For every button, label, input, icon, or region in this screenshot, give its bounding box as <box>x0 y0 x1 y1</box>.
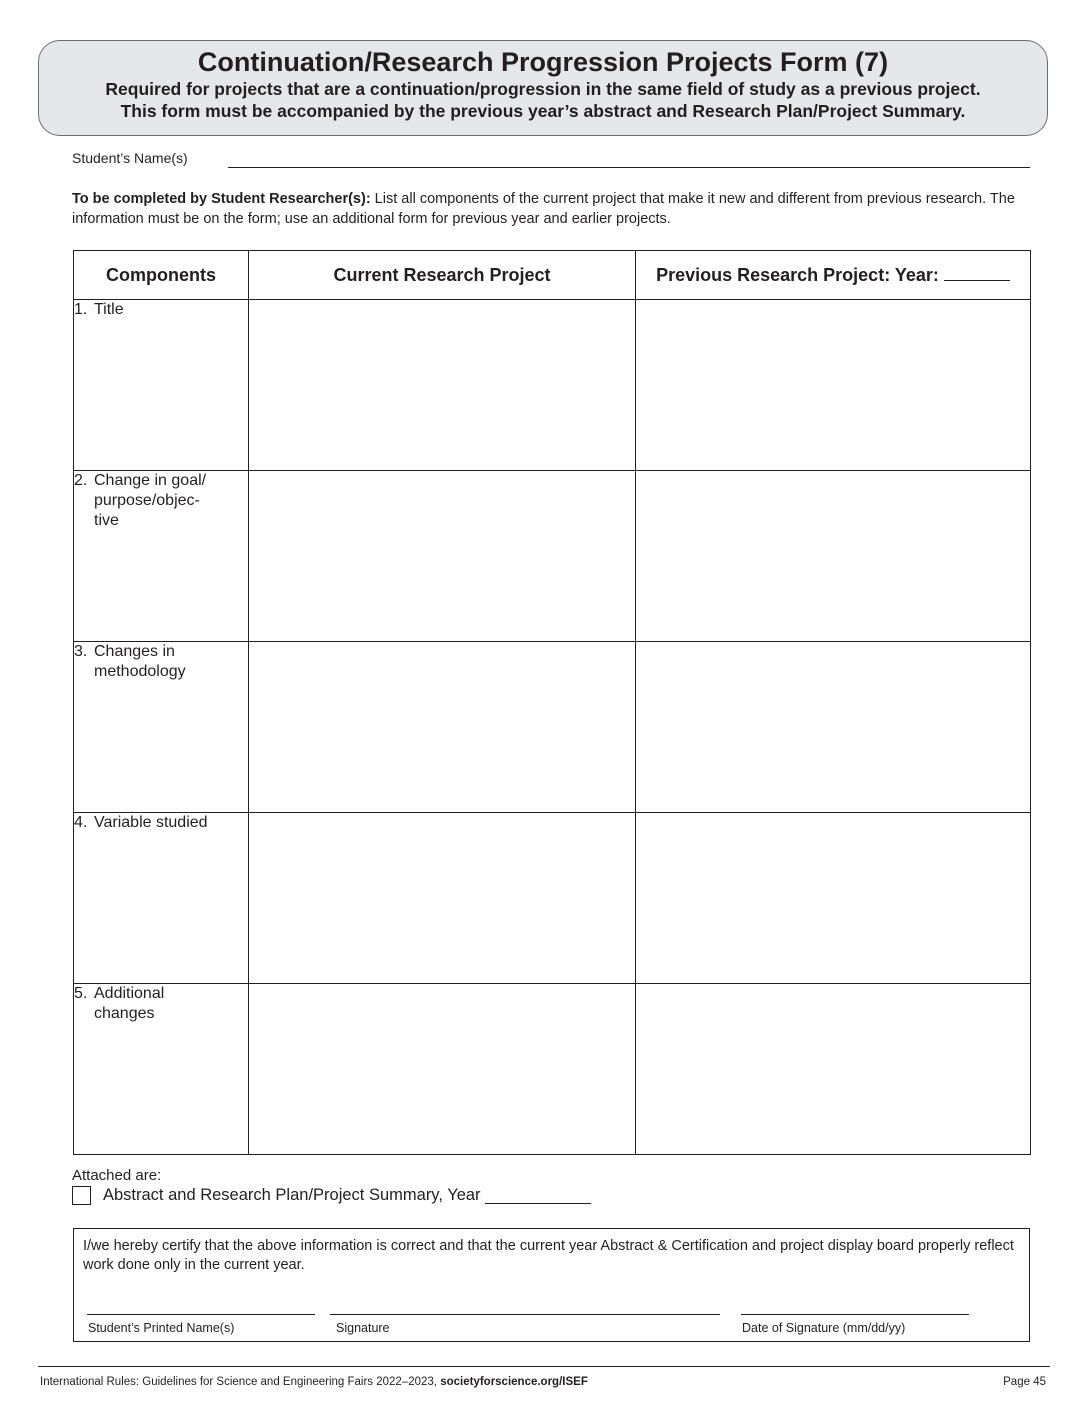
table-row <box>74 300 1031 471</box>
component-label: Variable studied <box>94 814 208 831</box>
instructions-bold: To be completed by Student Researcher(s): <box>72 191 371 207</box>
abstract-checkbox[interactable] <box>72 1186 91 1205</box>
signature-label: Signature <box>336 1321 390 1335</box>
form-subtitle-line2: This form must be accompanied by the previous year’s abstract and Research Plan/Project Summary. <box>120 101 966 121</box>
footer-link[interactable]: societyforscience.org/ISEF <box>440 1376 588 1388</box>
component-label: Additional changes <box>94 985 165 1022</box>
component-number: 3. <box>74 643 88 660</box>
component-label: Title <box>94 301 124 318</box>
abstract-checkbox-label: Abstract and Research Plan/Project Summary, Year <box>103 1186 481 1204</box>
footer-text: International Rules: Guidelines for Science and Engineering Fairs 2022–2023, <box>40 1376 441 1388</box>
previous-project-cell[interactable] <box>636 813 1031 984</box>
attached-label: Attached are: <box>72 1167 162 1184</box>
previous-project-cell[interactable] <box>636 471 1031 642</box>
header-current: Current Research Project <box>249 251 636 300</box>
component-cell <box>74 642 249 813</box>
component-number: 5. <box>74 985 88 1002</box>
current-project-cell[interactable] <box>249 642 636 813</box>
component-number: 1. <box>74 301 88 318</box>
signature-field[interactable] <box>330 1314 720 1315</box>
page-number: Page 45 <box>1003 1376 1046 1388</box>
form-subtitle-line1: Required for projects that are a continuation/progression in the same field of study as a previous project. <box>105 79 981 99</box>
component-cell <box>74 813 249 984</box>
component-label: Change in goal/ purpose/objec- tive <box>94 472 207 529</box>
current-project-cell[interactable] <box>249 984 636 1155</box>
footer-citation <box>40 1376 588 1388</box>
table-row <box>74 642 1031 813</box>
previous-project-cell[interactable] <box>636 984 1031 1155</box>
table-row <box>74 984 1031 1155</box>
components-table <box>73 250 1031 1155</box>
printed-name-field[interactable] <box>87 1314 315 1315</box>
student-name-label: Student’s Name(s) <box>72 150 188 166</box>
attached-row <box>72 1186 591 1205</box>
previous-project-cell[interactable] <box>636 300 1031 471</box>
footer-divider <box>38 1366 1050 1367</box>
printed-name-label: Student’s Printed Name(s) <box>88 1321 235 1335</box>
form-header <box>38 40 1048 136</box>
current-project-cell[interactable] <box>249 300 636 471</box>
table-row <box>74 471 1031 642</box>
date-label: Date of Signature (mm/dd/yy) <box>742 1321 906 1335</box>
current-project-cell[interactable] <box>249 471 636 642</box>
component-cell <box>74 471 249 642</box>
student-name-field[interactable] <box>228 167 1030 168</box>
date-field[interactable] <box>741 1314 969 1315</box>
header-previous <box>636 251 1031 300</box>
component-cell <box>74 984 249 1155</box>
student-name-row <box>72 150 1032 172</box>
certification-text: I/we hereby certify that the above information is correct and that the current year Abstract & Certification and project display board properly reflect work done only in the current year. <box>83 1238 1014 1273</box>
component-cell <box>74 300 249 471</box>
component-number: 4. <box>74 814 88 831</box>
previous-year-field[interactable] <box>944 264 1010 281</box>
attached-year-field[interactable] <box>485 1187 591 1204</box>
table-row <box>74 813 1031 984</box>
table-header-row <box>74 251 1031 300</box>
instructions-text: List all components of the current project that make it new and different from previous research. The information must be on the form; use an additional form for previous year and earlier projects. <box>72 191 1015 227</box>
certification-box <box>73 1228 1030 1342</box>
component-label: Changes in methodology <box>94 643 186 680</box>
current-project-cell[interactable] <box>249 813 636 984</box>
instructions <box>72 189 1032 229</box>
form-title: Continuation/Research Progression Projects Form (7) <box>197 47 889 77</box>
header-previous-label: Previous Research Project: Year: <box>656 265 939 285</box>
previous-project-cell[interactable] <box>636 642 1031 813</box>
header-components: Components <box>74 251 249 300</box>
component-number: 2. <box>74 472 88 489</box>
